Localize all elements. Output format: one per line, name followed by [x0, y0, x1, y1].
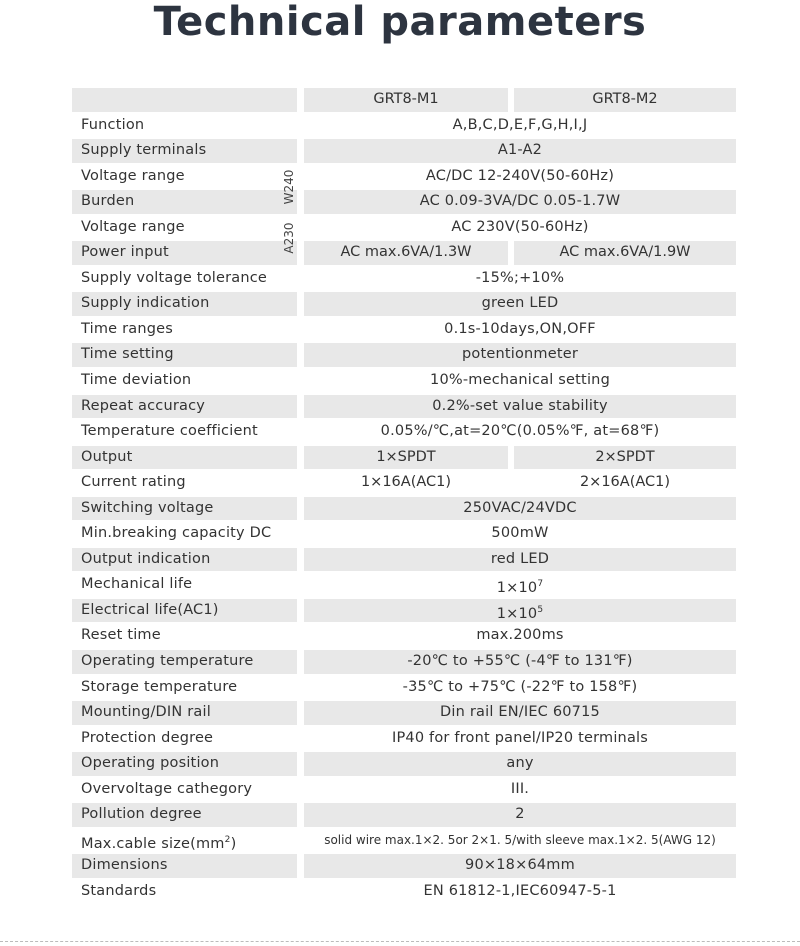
parameter-value-text: Din rail EN/IEC 60715	[440, 704, 600, 721]
parameter-value	[304, 701, 736, 725]
parameter-value-text: solid wire max.1×2. 5or 2×1. 5/with sleeve max.1×2. 5(AWG 12)	[324, 832, 716, 847]
parameter-label-text: Storage temperature	[81, 678, 238, 695]
parameter-label	[72, 727, 297, 751]
parameter-value-text: 90×18×64mm	[465, 857, 575, 874]
parameter-label-text: Standards	[81, 882, 157, 899]
parameter-value	[304, 522, 736, 546]
parameter-value-text: max.200ms	[476, 627, 564, 644]
parameter-label	[72, 701, 297, 725]
parameter-value	[304, 676, 736, 700]
parameter-label	[72, 471, 297, 495]
table-row	[0, 623, 800, 649]
parameter-value	[304, 343, 736, 367]
parameter-label-text: Protection degree	[81, 729, 214, 746]
table-row	[0, 445, 800, 471]
parameter-label-text: Repeat accuracy	[81, 397, 206, 414]
parameter-label	[72, 880, 297, 904]
parameter-value-text: 250VAC/24VDC	[463, 499, 577, 516]
parameter-label-text: Output indication	[81, 550, 211, 567]
parameter-value-text: 10%-mechanical setting	[430, 372, 610, 389]
parameter-label	[72, 395, 297, 419]
value-grt8-m1: AC max.6VA/1.3W	[304, 241, 508, 265]
parameter-value	[304, 778, 736, 802]
parameter-label	[72, 114, 297, 138]
parameter-value-text: 2	[515, 806, 525, 823]
header-label-cell	[72, 88, 297, 112]
value-grt8-m2: 2×16A(AC1)	[579, 474, 671, 491]
parameter-value	[304, 395, 736, 419]
parameter-value	[304, 165, 736, 189]
table-row	[0, 138, 800, 164]
parameter-label	[72, 343, 297, 367]
parameter-label-text: Supply terminals	[81, 142, 207, 159]
parameter-value-text: -20℃ to +55℃ (-4℉ to 131℉)	[407, 653, 633, 670]
parameter-label-text: Voltage range	[81, 167, 185, 184]
parameter-label	[72, 548, 297, 572]
parameter-label	[72, 446, 297, 470]
table-header-row	[0, 87, 800, 113]
parameter-value-text: red LED	[490, 550, 550, 567]
parameter-value-text: 0.05%/℃,at=20℃(0.05%℉, at=68℉)	[380, 423, 660, 440]
parameter-label	[72, 803, 297, 827]
parameter-label-text: Switching voltage	[81, 499, 214, 516]
parameter-value	[304, 114, 736, 138]
parameter-label-text: Current rating	[81, 474, 186, 491]
table-row	[0, 802, 800, 828]
divider	[0, 941, 800, 942]
parameter-label-text: Mounting/DIN rail	[81, 704, 211, 721]
parameter-label-text: Supply voltage tolerance	[81, 269, 268, 286]
parameter-value-text: A,B,C,D,E,F,G,H,I,J	[452, 116, 588, 133]
parameter-label-text: Output	[81, 448, 133, 465]
parameter-value	[304, 752, 736, 776]
parameter-value-text: 0.1s-10days,ON,OFF	[444, 320, 596, 337]
parameter-label-text: Dimensions	[81, 857, 168, 874]
parameter-value-text: IP40 for front panel/IP20 terminals	[391, 729, 649, 746]
parameter-value-text: potentionmeter	[461, 346, 579, 363]
parameter-value	[304, 573, 736, 597]
header-grt8-m2: GRT8-M2	[514, 88, 736, 112]
table-row	[0, 368, 800, 394]
parameter-label-text: Time setting	[81, 346, 174, 363]
parameter-label-text: Operating temperature	[81, 653, 254, 670]
value-exponent: 5	[537, 604, 544, 615]
table-row	[0, 113, 800, 139]
parameter-label-text: Pollution degree	[81, 806, 202, 823]
parameter-label-text: Mechanical life	[81, 576, 193, 593]
parameter-value	[304, 369, 736, 393]
table-row	[0, 521, 800, 547]
parameter-value	[304, 803, 736, 827]
table-row	[0, 496, 800, 522]
parameter-value-text: 500mW	[491, 525, 549, 542]
table-row	[0, 266, 800, 292]
parameter-label-text: Power input	[81, 244, 169, 261]
parameter-value-text: -35℃ to +75℃ (-22℉ to 158℉)	[402, 678, 638, 695]
parameter-value	[304, 139, 736, 163]
parameter-value	[304, 216, 736, 240]
parameter-value	[304, 880, 736, 904]
parameter-label-text: Temperature coefficient	[81, 423, 258, 440]
parameter-value-text: AC 230V(50-60Hz)	[451, 218, 589, 235]
table-row	[0, 879, 800, 905]
table-row	[0, 572, 800, 598]
parameter-label	[72, 497, 297, 521]
parameter-value-text: 1×10	[496, 580, 538, 597]
parameter-label-text: Time deviation	[81, 372, 192, 389]
parameter-value	[304, 829, 736, 853]
value-grt8-m2: AC max.6VA/1.9W	[514, 241, 736, 265]
parameter-label-text: Time ranges	[81, 320, 174, 337]
parameter-label	[72, 139, 297, 163]
parameter-value	[304, 190, 736, 214]
parameter-label	[72, 650, 297, 674]
parameter-value	[304, 267, 736, 291]
table-row	[0, 726, 800, 752]
value-grt8-m1: 1×16A(AC1)	[360, 474, 452, 491]
table-row	[0, 751, 800, 777]
page-title: Technical parameters	[153, 0, 647, 45]
value-grt8-m2: 2×SPDT	[514, 446, 736, 470]
parameter-label-superscript: 2	[224, 834, 231, 845]
parameter-label	[72, 624, 297, 648]
parameter-label-text: Voltage range	[81, 218, 185, 235]
side-label-a230: A230	[282, 222, 296, 254]
parameter-value-text: EN 61812-1,IEC60947-5-1	[423, 882, 617, 899]
parameter-label	[72, 752, 297, 776]
header-grt8-m1: GRT8-M1	[304, 88, 508, 112]
parameter-label	[72, 420, 297, 444]
value-exponent: 7	[537, 579, 544, 590]
parameter-label-text: Reset time	[81, 627, 161, 644]
parameter-value-text: III.	[510, 780, 530, 797]
parameter-label	[72, 369, 297, 393]
table-row	[0, 317, 800, 343]
parameter-value	[304, 548, 736, 572]
parameter-label	[72, 522, 297, 546]
parameter-label	[72, 267, 297, 291]
parameter-label	[72, 241, 297, 265]
table-row	[0, 240, 800, 266]
parameter-value	[304, 727, 736, 751]
parameter-label	[72, 599, 297, 623]
parameter-value	[304, 650, 736, 674]
parameter-label	[72, 854, 297, 878]
value-grt8-m1: 1×SPDT	[304, 446, 508, 470]
table-row	[0, 470, 800, 496]
parameter-value	[304, 420, 736, 444]
table-row	[0, 419, 800, 445]
table-row	[0, 189, 800, 215]
parameter-value-text: 1×10	[496, 605, 538, 622]
parameter-label	[72, 190, 297, 214]
parameter-label-text: Electrical life(AC1)	[81, 601, 219, 618]
parameter-value	[304, 599, 736, 623]
parameter-value-text: A1-A2	[497, 142, 543, 159]
table-row	[0, 777, 800, 803]
parameter-value	[304, 624, 736, 648]
parameter-label	[72, 165, 297, 189]
table-row	[0, 700, 800, 726]
parameter-value-text: -15%;+10%	[475, 269, 565, 286]
parameter-value	[304, 497, 736, 521]
parameter-label	[72, 676, 297, 700]
parameter-label-end: )	[230, 835, 237, 852]
parameter-value-text: AC 0.09-3VA/DC 0.05-1.7W	[419, 193, 621, 210]
parameters-table	[0, 87, 800, 905]
table-row	[0, 675, 800, 701]
parameter-value-text: AC/DC 12-240V(50-60Hz)	[425, 167, 615, 184]
parameter-label-text: Overvoltage cathegory	[81, 780, 253, 797]
parameter-label	[72, 778, 297, 802]
table-row	[0, 828, 800, 854]
table-row	[0, 394, 800, 420]
parameter-label-text: Function	[81, 116, 145, 133]
parameter-value-text: any	[506, 755, 534, 772]
table-row	[0, 215, 800, 241]
parameter-label-text: Operating position	[81, 755, 220, 772]
side-label-w240: W240	[282, 169, 296, 205]
table-row	[0, 164, 800, 190]
table-row	[0, 547, 800, 573]
table-row	[0, 342, 800, 368]
parameter-label-text: Min.breaking capacity DC	[81, 525, 272, 542]
parameter-label	[72, 573, 297, 597]
parameter-value	[304, 854, 736, 878]
parameter-label-text: Burden	[81, 193, 135, 210]
parameter-label	[72, 829, 297, 853]
parameter-value	[304, 292, 736, 316]
parameter-value	[304, 318, 736, 342]
parameter-label	[72, 318, 297, 342]
parameter-value-text: green LED	[481, 295, 559, 312]
parameter-label	[72, 292, 297, 316]
table-row	[0, 598, 800, 624]
table-row	[0, 649, 800, 675]
parameter-label-text: Max.cable size(mm	[81, 835, 225, 852]
parameter-label	[72, 216, 297, 240]
table-row	[0, 291, 800, 317]
parameter-value-text: 0.2%-set value stability	[432, 397, 608, 414]
parameter-label-text: Supply indication	[81, 295, 210, 312]
table-row	[0, 853, 800, 879]
